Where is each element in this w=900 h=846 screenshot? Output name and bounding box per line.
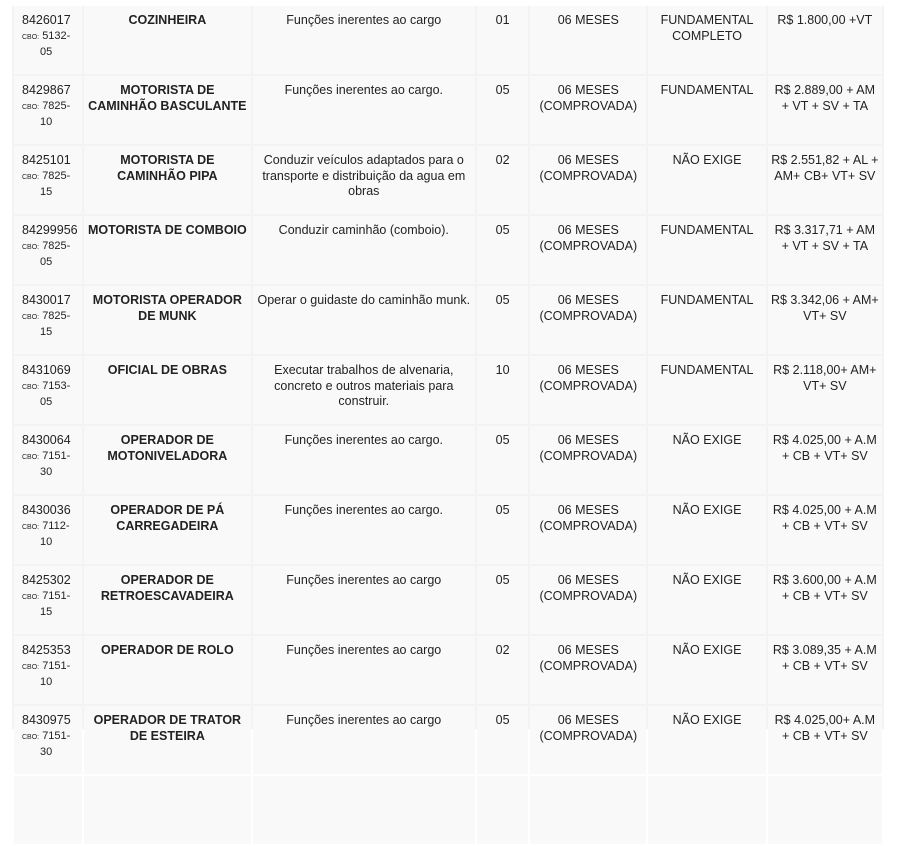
cbo-code-suffix: 10 xyxy=(40,676,53,688)
vacancies: 02 xyxy=(477,146,528,214)
cbo-code xyxy=(22,519,79,536)
cbo-code-suffix: 05 xyxy=(40,46,53,58)
cbo-label: CBO: xyxy=(22,663,40,671)
experience: 06 MESES (COMPROVADA) xyxy=(530,426,646,494)
cbo-label: CBO: xyxy=(22,523,40,531)
salary: R$ 2.118,00+ AM+ VT+ SV xyxy=(768,356,882,424)
vacancies: 05 xyxy=(477,496,528,564)
job-description: Conduzir veículos adaptados para o transporte e distribuição da agua em obras xyxy=(253,146,476,214)
table-row xyxy=(14,356,882,424)
job-code: 8425101 xyxy=(22,153,71,167)
experience xyxy=(530,776,646,844)
experience: 06 MESES (COMPROVADA) xyxy=(530,566,646,634)
job-title: OFICIAL DE OBRAS xyxy=(84,356,250,424)
cbo-label: CBO: xyxy=(22,33,40,41)
vacancies: 10 xyxy=(477,356,528,424)
salary: R$ 3.089,35 + A.M + CB + VT+ SV xyxy=(768,636,882,704)
education: NÃO EXIGE xyxy=(648,636,765,704)
salary: R$ 1.800,00 +VT xyxy=(768,6,882,74)
table-row xyxy=(14,76,882,144)
job-code-cell xyxy=(14,216,82,284)
cbo-label: CBO: xyxy=(22,173,40,181)
job-code-cell xyxy=(14,6,82,74)
cbo-code-suffix: 10 xyxy=(40,536,53,548)
job-code-cell xyxy=(14,776,82,844)
cbo-code-suffix: 15 xyxy=(40,326,53,338)
job-description: Funções inerentes ao cargo xyxy=(253,706,476,774)
cbo-label: CBO: xyxy=(22,453,40,461)
job-code: 8431069 xyxy=(22,363,71,377)
salary: R$ 4.025,00 + A.M + CB + VT+ SV xyxy=(768,426,882,494)
cbo-code-suffix: 30 xyxy=(40,466,53,478)
cbo-code xyxy=(22,239,79,256)
cbo-code-part: 7151- xyxy=(42,589,71,602)
table-row xyxy=(14,6,882,74)
job-code: 8426017 xyxy=(22,13,71,27)
cbo-code xyxy=(22,589,79,606)
table-row xyxy=(14,216,882,284)
table-row xyxy=(14,286,882,354)
experience: 06 MESES (COMPROVADA) xyxy=(530,216,646,284)
job-title xyxy=(84,776,250,844)
cbo-label: CBO: xyxy=(22,593,40,601)
job-code: 8430017 xyxy=(22,293,71,307)
education: FUNDAMENTAL COMPLETO xyxy=(648,6,765,74)
job-title: OPERADOR DE PÁ CARREGADEIRA xyxy=(84,496,250,564)
table-row xyxy=(14,706,882,774)
job-title: MOTORISTA DE CAMINHÃO BASCULANTE xyxy=(84,76,250,144)
job-description: Operar o guidaste do caminhão munk. xyxy=(253,286,476,354)
table-row xyxy=(14,146,882,214)
job-title: OPERADOR DE ROLO xyxy=(84,636,250,704)
cbo-label: CBO: xyxy=(22,103,40,111)
job-code: 8429867 xyxy=(22,83,71,97)
cbo-code-part: 7112- xyxy=(42,519,70,532)
cbo-code-part: 7825- xyxy=(42,239,71,252)
education: NÃO EXIGE xyxy=(648,426,765,494)
vacancies: 05 xyxy=(477,706,528,774)
job-code: 8425302 xyxy=(22,573,71,587)
salary xyxy=(768,776,882,844)
job-description xyxy=(253,776,476,844)
job-description: Funções inerentes ao cargo. xyxy=(253,496,476,564)
experience: 06 MESES (COMPROVADA) xyxy=(530,286,646,354)
job-title: OPERADOR DE MOTONIVELADORA xyxy=(84,426,250,494)
job-description: Funções inerentes ao cargo xyxy=(253,636,476,704)
vacancies xyxy=(477,776,528,844)
job-title: MOTORISTA DE CAMINHÃO PIPA xyxy=(84,146,250,214)
cbo-code xyxy=(22,729,79,746)
vacancies: 05 xyxy=(477,286,528,354)
table-body xyxy=(14,6,882,844)
table-row xyxy=(14,426,882,494)
vacancies: 02 xyxy=(477,636,528,704)
job-title: COZINHEIRA xyxy=(84,6,250,74)
cbo-code-part: 7825- xyxy=(42,169,71,182)
vacancies: 05 xyxy=(477,566,528,634)
salary: R$ 3.600,00 + A.M + CB + VT+ SV xyxy=(768,566,882,634)
job-description: Executar trabalhos de alvenaria, concreto e outros materiais para construir. xyxy=(253,356,476,424)
job-description: Funções inerentes ao cargo. xyxy=(253,426,476,494)
job-code-cell xyxy=(14,636,82,704)
job-title: OPERADOR DE RETROESCAVADEIRA xyxy=(84,566,250,634)
education: FUNDAMENTAL xyxy=(648,356,765,424)
cbo-code-part: 7153- xyxy=(42,379,71,392)
job-code-cell xyxy=(14,76,82,144)
salary: R$ 3.317,71 + AM + VT + SV + TA xyxy=(768,216,882,284)
education: NÃO EXIGE xyxy=(648,566,765,634)
education: NÃO EXIGE xyxy=(648,146,765,214)
cbo-code-suffix: 10 xyxy=(40,116,53,128)
job-code-cell xyxy=(14,566,82,634)
job-code: 8430036 xyxy=(22,503,71,517)
education: NÃO EXIGE xyxy=(648,496,765,564)
experience: 06 MESES (COMPROVADA) xyxy=(530,706,646,774)
cbo-code-suffix: 05 xyxy=(40,396,53,408)
salary: R$ 4.025,00 + A.M + CB + VT+ SV xyxy=(768,496,882,564)
cbo-code xyxy=(22,379,79,396)
experience: 06 MESES (COMPROVADA) xyxy=(530,636,646,704)
table-row xyxy=(14,496,882,564)
cbo-code xyxy=(22,449,79,466)
education xyxy=(648,776,765,844)
salary: R$ 2.551,82 + AL + AM+ CB+ VT+ SV xyxy=(768,146,882,214)
education: FUNDAMENTAL xyxy=(648,216,765,284)
salary: R$ 3.342,06 + AM+ VT+ SV xyxy=(768,286,882,354)
job-listings-table-container xyxy=(12,6,884,758)
cbo-code-part: 7825- xyxy=(42,99,71,112)
cbo-code-suffix: 30 xyxy=(40,746,53,758)
vacancies: 05 xyxy=(477,216,528,284)
job-code-cell xyxy=(14,356,82,424)
cbo-code-part: 7151- xyxy=(42,449,71,462)
table-row xyxy=(14,636,882,704)
cbo-label: CBO: xyxy=(22,383,40,391)
cbo-code xyxy=(22,99,79,116)
cbo-code-suffix: 15 xyxy=(40,186,53,198)
job-code: 8430064 xyxy=(22,433,71,447)
job-listings-table xyxy=(12,4,884,846)
salary: R$ 4.025,00+ A.M + CB + VT+ SV xyxy=(768,706,882,774)
cbo-label: CBO: xyxy=(22,733,40,741)
vacancies: 05 xyxy=(477,426,528,494)
cbo-code-suffix: 15 xyxy=(40,606,53,618)
vacancies: 05 xyxy=(477,76,528,144)
job-code-cell xyxy=(14,146,82,214)
salary: R$ 2.889,00 + AM + VT + SV + TA xyxy=(768,76,882,144)
job-code: 84299956 xyxy=(22,223,78,237)
cbo-code xyxy=(22,309,79,326)
education: FUNDAMENTAL xyxy=(648,76,765,144)
cbo-label: CBO: xyxy=(22,313,40,321)
education: NÃO EXIGE xyxy=(648,706,765,774)
job-code-cell xyxy=(14,426,82,494)
experience: 06 MESES (COMPROVADA) xyxy=(530,496,646,564)
cbo-code-part: 5132- xyxy=(42,29,71,42)
experience: 06 MESES xyxy=(530,6,646,74)
job-description: Conduzir caminhão (comboio). xyxy=(253,216,476,284)
job-title: OPERADOR DE TRATOR DE ESTEIRA xyxy=(84,706,250,774)
cbo-label: CBO: xyxy=(22,243,40,251)
table-row xyxy=(14,776,882,844)
job-code-cell xyxy=(14,286,82,354)
cbo-code xyxy=(22,29,79,46)
job-code-cell xyxy=(14,496,82,564)
cbo-code-part: 7151- xyxy=(42,729,71,742)
experience: 06 MESES (COMPROVADA) xyxy=(530,76,646,144)
job-description: Funções inerentes ao cargo. xyxy=(253,76,476,144)
experience: 06 MESES (COMPROVADA) xyxy=(530,146,646,214)
job-code: 8430975 xyxy=(22,713,71,727)
cbo-code-part: 7151- xyxy=(42,659,71,672)
vacancies: 01 xyxy=(477,6,528,74)
job-code: 8425353 xyxy=(22,643,71,657)
job-title: MOTORISTA DE COMBOIO xyxy=(84,216,250,284)
table-row xyxy=(14,566,882,634)
job-description: Funções inerentes ao cargo xyxy=(253,6,476,74)
cbo-code xyxy=(22,659,79,676)
job-code-cell xyxy=(14,706,82,774)
cbo-code xyxy=(22,169,79,186)
experience: 06 MESES (COMPROVADA) xyxy=(530,356,646,424)
cbo-code-part: 7825- xyxy=(42,309,71,322)
job-title: MOTORISTA OPERADOR DE MUNK xyxy=(84,286,250,354)
cbo-code-suffix: 05 xyxy=(40,256,53,268)
job-description: Funções inerentes ao cargo xyxy=(253,566,476,634)
education: FUNDAMENTAL xyxy=(648,286,765,354)
